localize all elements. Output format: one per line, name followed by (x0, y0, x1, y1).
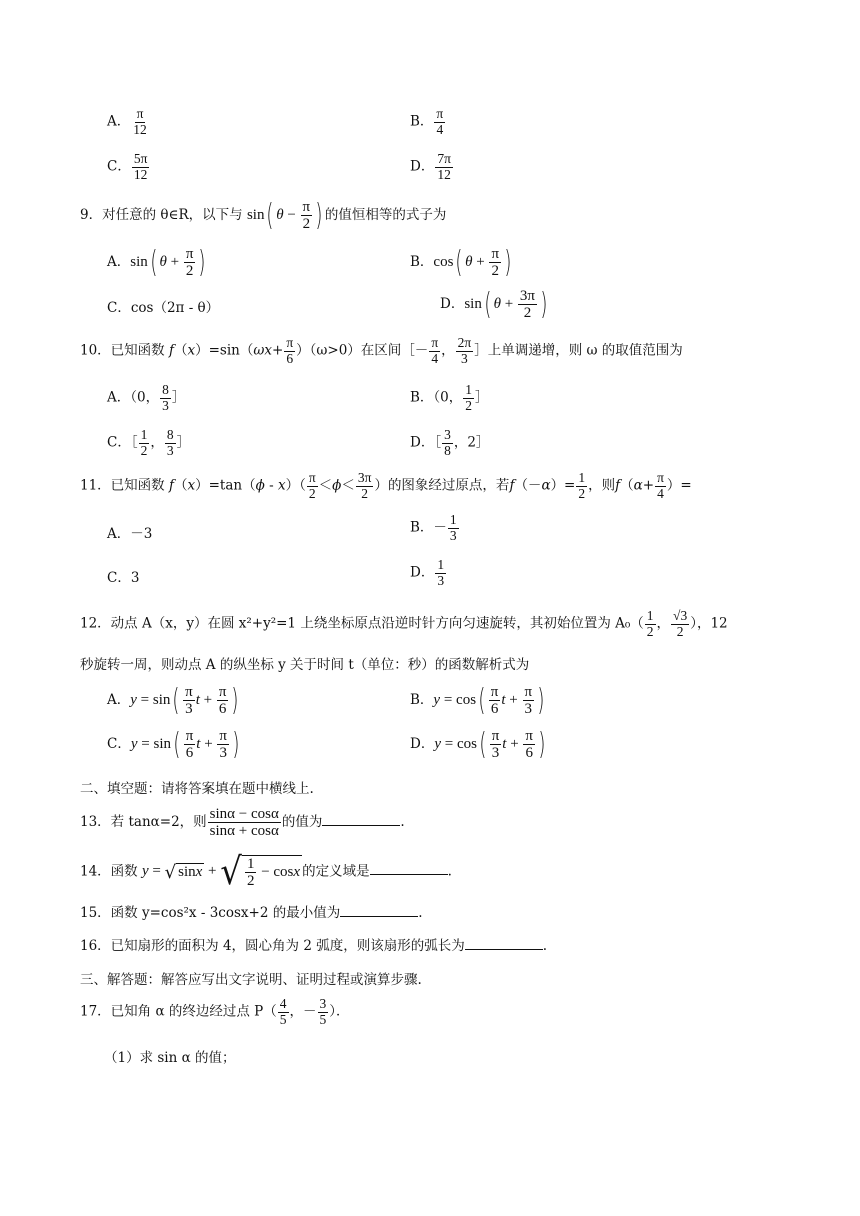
q9-option-c: C．cos（2π - θ） (107, 300, 220, 316)
q10-option-c: C．［ $\frac{1}{2}$ ， $\frac{8}{3}$ ］ (107, 427, 191, 458)
q12-option-c: C．y = sin( $\frac{\pi}{6}$ t + $\frac{\pi}{3}$ ) (107, 726, 240, 762)
q8-option-d: D． $\frac{7\pi}{12}$ (410, 151, 451, 182)
q9-option-b: B．cos( θ + $\frac{\pi}{2}$ ) (410, 244, 512, 280)
q10-option-b: B．（0， $\frac{1}{2}$ ］ (410, 382, 489, 413)
q12-option-b: B．y = cos( $\frac{\pi}{6}$ t + $\frac{\pi}{3}$ ) (410, 682, 545, 718)
q8-option-c: C． $\frac{5\pi}{12}$ (107, 151, 148, 182)
q12-option-a: A．y = sin( $\frac{\pi}{3}$ t + $\frac{\pi}{6}$ ) (107, 682, 239, 718)
question-16: 16．已知扇形的面积为 4，圆心角为 2 弧度，则该扇形的弧长为 . (80, 938, 548, 954)
q8-option-b: B． $\frac{\pi}{4}$ (410, 106, 444, 137)
q11-option-c: C．3 (107, 570, 140, 586)
q13-answer-blank[interactable] (322, 813, 400, 826)
question-9: 9．对任意的 θ∈R，以下与 sin( θ − $\frac{\pi}{2}$ ) 的值恒相等的式子为 (80, 197, 447, 233)
question-11: 11．已知函数 f（x）=tan（ϕ - x）（ $\frac{\pi}{2}$ ＜ϕ＜ $\frac{3\pi}{2}$ ）的图象经过原点，若f（－α）= $\frac{1}{2}$ ，则f（α+ $\frac{\pi}{4}$ ）= (80, 470, 692, 501)
q15-answer-blank[interactable] (340, 904, 418, 917)
q12-option-d: D．y = cos( $\frac{\pi}{3}$ t + $\frac{\pi}{6}$ ) (410, 726, 546, 762)
question-15: 15．函数 y=cos²x - 3cosx+2 的最小值为 . (80, 905, 423, 921)
section-2-heading: 二、填空题：请将答案填在题中横线上. (80, 781, 314, 797)
question-17: 17．已知角 α 的终边经过点 P（ $\frac{4}{5}$ ，－ $\frac{3}{5}$ ）． (80, 996, 350, 1027)
q14-answer-blank[interactable] (370, 862, 448, 875)
question-14: 14．函数 y = √ sinx + √ $\frac{1}{2}$ − cosx 的定义域是 . (80, 850, 452, 894)
section-3-heading: 三、解答题：解答应写出文字说明、证明过程或演算步骤. (80, 972, 422, 988)
q9-option-a: A．sin( θ + $\frac{\pi}{2}$ ) (107, 244, 206, 280)
q11-option-b: B．－ $\frac{1}{3}$ (410, 512, 457, 543)
question-12-line1: 12．动点 A（x，y）在圆 x²+y²=1 上绕坐标原点沿逆时针方向匀速旋转，其初始位置为 A₀（ $\frac{1}{2}$ ， $\frac{√3}{2}$ ），12 (80, 608, 728, 639)
q11-option-d: D． $\frac{1}{3}$ (410, 557, 445, 588)
q16-answer-blank[interactable] (465, 937, 543, 950)
q10-option-a: A．（0， $\frac{8}{3}$ ］ (107, 382, 186, 413)
question-17-part-1: （1）求 sin α 的值； (104, 1050, 236, 1066)
question-10: 10．已知函数 f（x）=sin（ωx+ $\frac{\pi}{6}$ ）（ω>0）在区间［－ $\frac{\pi}{4}$ ， $\frac{2\pi}{3}$ ］上单调递增，则 ω 的取值范围为 (80, 335, 683, 366)
q10-option-d: D．［ $\frac{3}{8}$ ，2］ (410, 427, 490, 458)
q8-option-a: A． $\frac{\pi}{12}$ (107, 106, 147, 137)
question-13: 13．若 tanα=2，则 $\frac{\sin\alpha - \cos\alpha}{\sin\alpha + \cos\alpha}$ 的值为 . (80, 806, 405, 840)
q11-option-a: A．－3 (107, 526, 153, 542)
q9-option-d: D．sin( θ + $\frac{3\pi}{2}$ ) (440, 286, 548, 322)
question-12-line2: 秒旋转一周，则动点 A 的纵坐标 y 关于时间 t（单位：秒）的函数解析式为 (80, 657, 530, 673)
